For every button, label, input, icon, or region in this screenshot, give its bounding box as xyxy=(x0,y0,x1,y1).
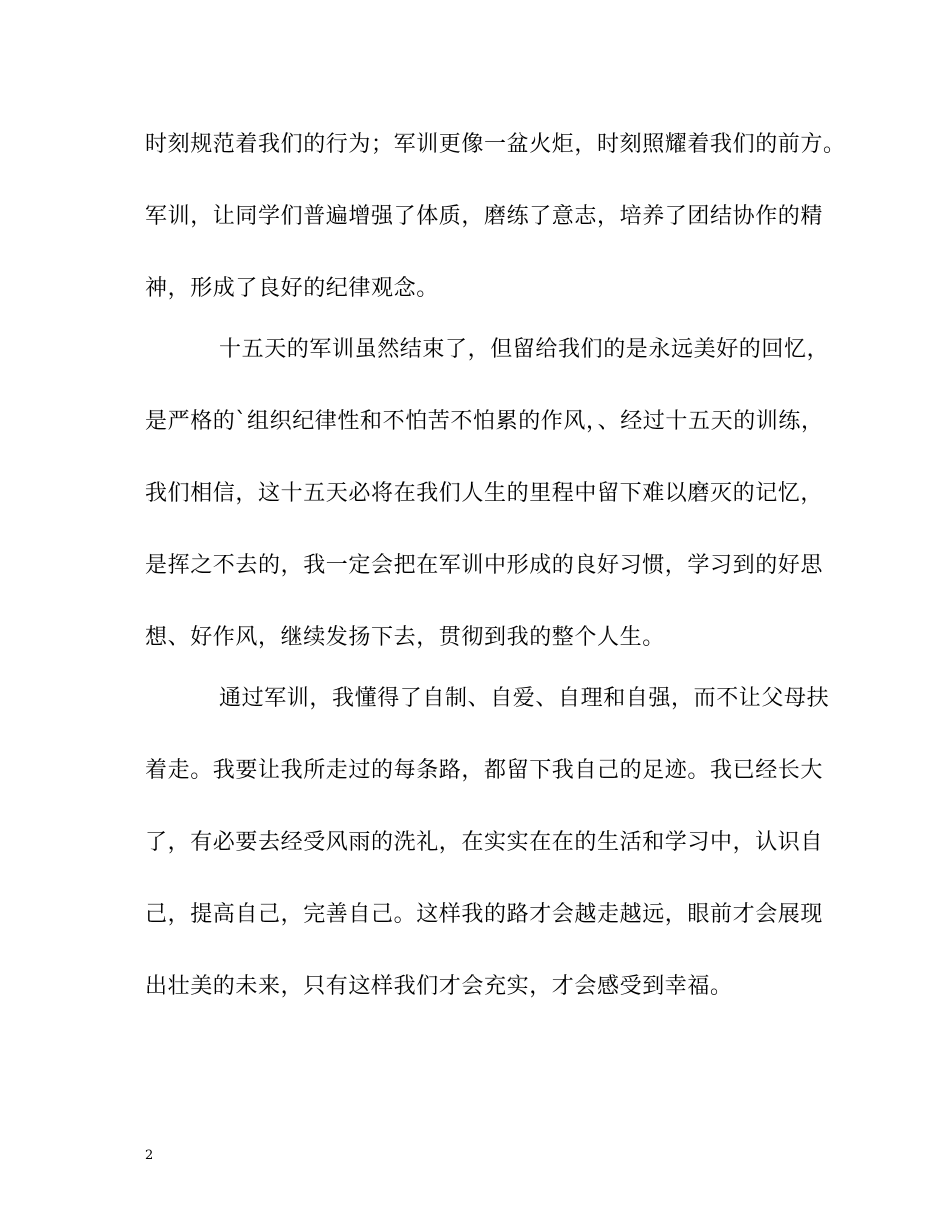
text-line: 通过军训，我懂得了自制、自爱、自理和自强，而不让父母扶 xyxy=(219,686,830,711)
text-line: 神，形成了良好的纪律观念。 xyxy=(145,276,439,301)
page-number: 2 xyxy=(145,1148,154,1163)
text-line: 军训，让同学们普遍增强了体质，磨练了意志，培养了团结协作的精 xyxy=(145,204,824,229)
text-line: 是严格的`组织纪律性和不怕苦不怕累的作风，、经过十五天的训练， xyxy=(145,409,824,434)
text-line: 己，提高自己，完善自己。这样我的路才会越走越远，眼前才会展现 xyxy=(145,902,824,927)
text-line: 出壮美的未来，只有这样我们才会充实，才会感受到幸福。 xyxy=(145,974,733,999)
text-line: 是挥之不去的，我一定会把在军训中形成的良好习惯，学习到的好思 xyxy=(145,553,824,578)
text-line: 想、好作风，继续发扬下去，贯彻到我的整个人生。 xyxy=(145,625,665,650)
text-line: 我们相信，这十五天必将在我们人生的里程中留下难以磨灭的记忆， xyxy=(145,481,824,506)
text-line: 时刻规范着我们的行为；军训更像一盆火炬，时刻照耀着我们的前方。 xyxy=(145,132,846,157)
text-line: 着走。我要让我所走过的每条路，都留下我自己的足迹。我已经长大 xyxy=(145,758,824,783)
text-line: 十五天的军训虽然结束了，但留给我们的是永远美好的回忆， xyxy=(219,337,830,362)
text-line: 了，有必要去经受风雨的洗礼，在实实在在的生活和学习中，认识自 xyxy=(145,830,824,855)
